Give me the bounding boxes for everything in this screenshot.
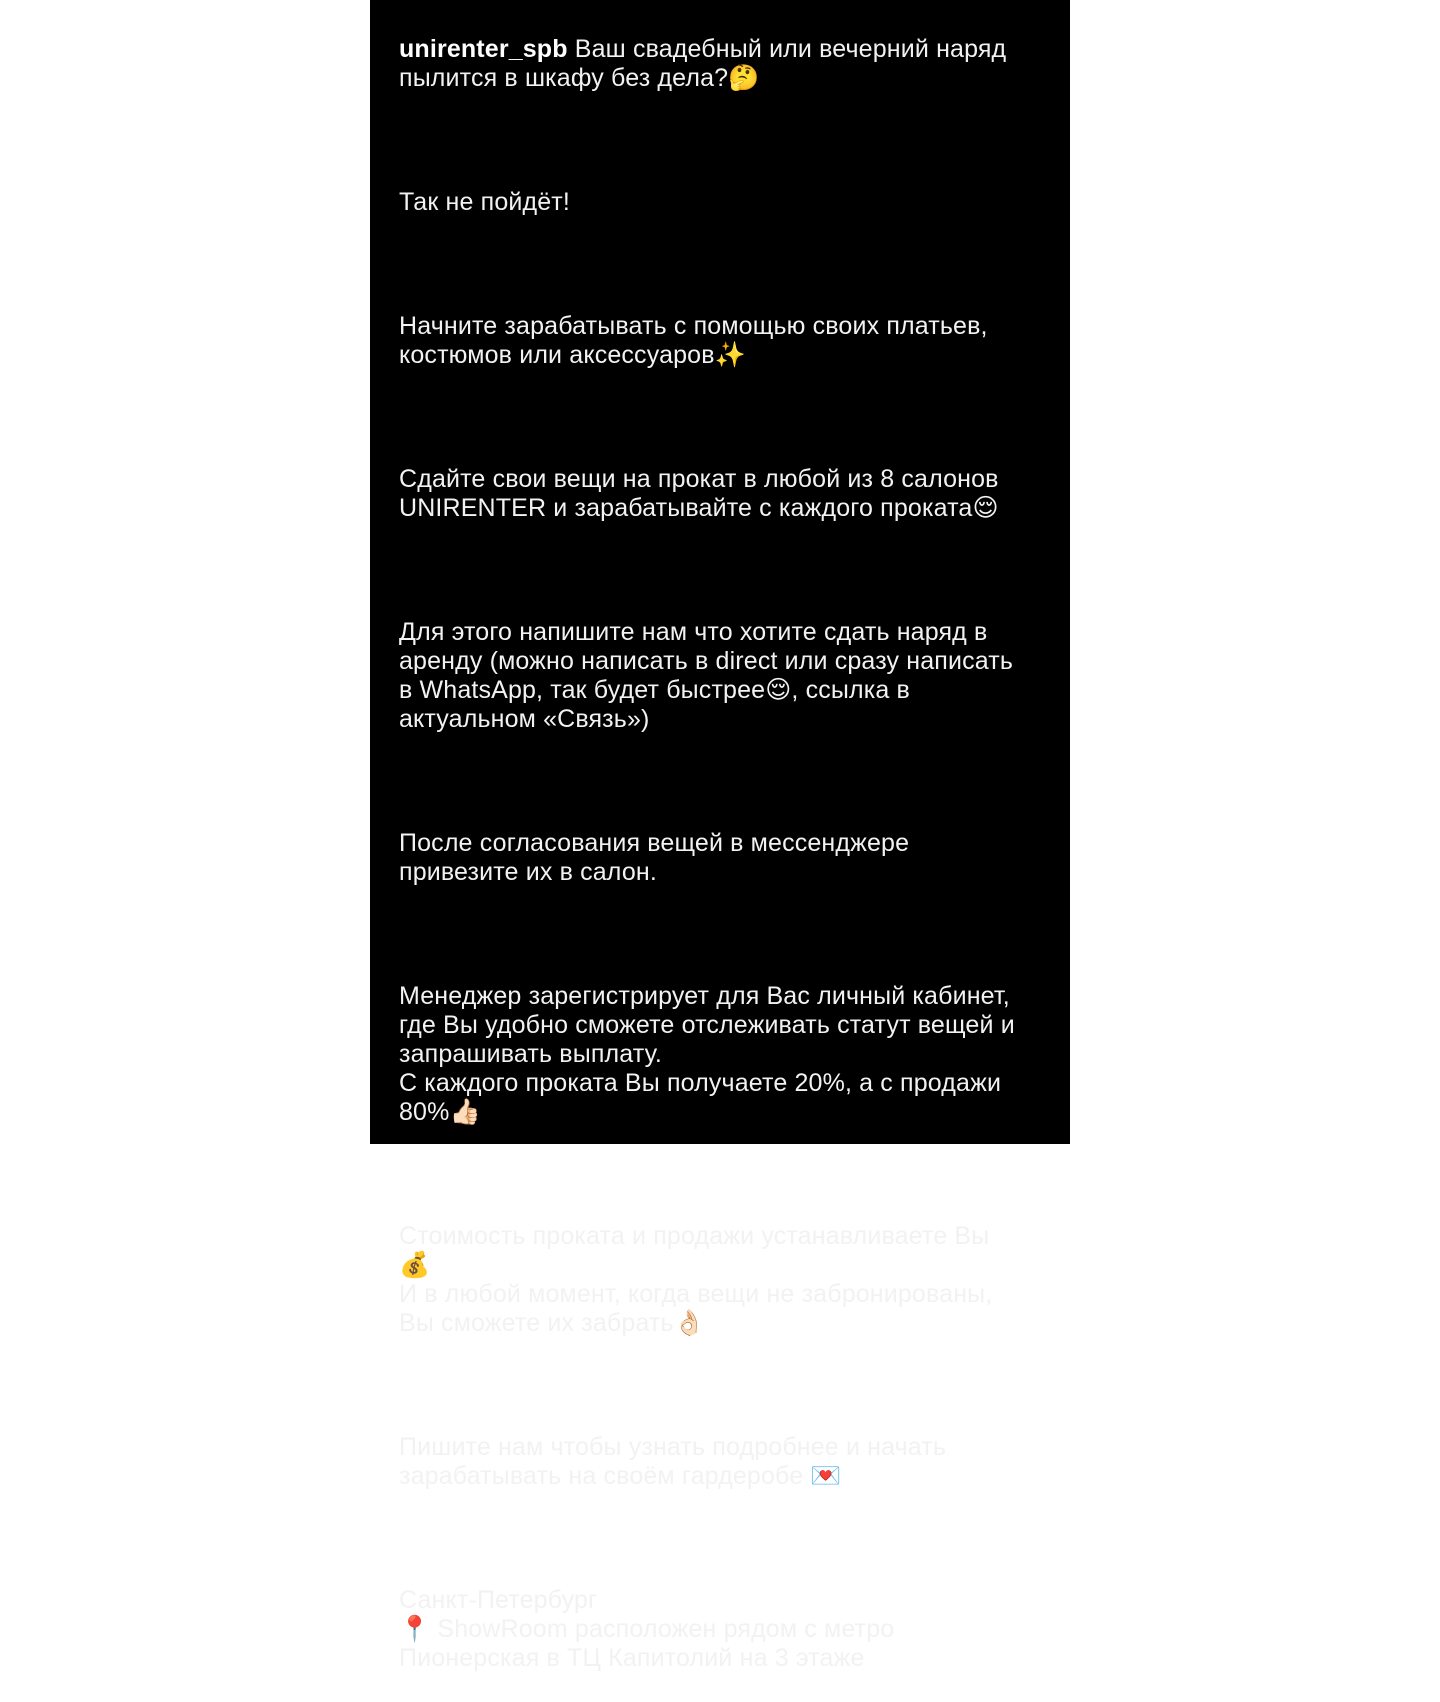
paragraph-gap bbox=[399, 1520, 1049, 1557]
paragraph-gap bbox=[399, 122, 1049, 159]
caption-paragraph-1 bbox=[399, 35, 1049, 93]
caption-paragraph-4: Сдайте свои вещи на прокат в любой из 8 салонов UNIRENTER и зарабатывайте с каждого проката😌 bbox=[399, 465, 999, 522]
caption-paragraph-9: Пишите нам чтобы узнать подробнее и начать зарабатывать на своём гардеробе 💌 bbox=[399, 1433, 947, 1490]
paragraph-gap bbox=[399, 763, 1049, 800]
caption-paragraph-8: Стоимость проката и продажи устанавливаете Вы 💰 И в любой момент, когда вещи не забронированы, Вы сможете их забрать👌🏻 bbox=[399, 1222, 993, 1337]
caption-paragraph-3: Начните зарабатывать с помощью своих платьев, костюмов или аксессуаров✨ bbox=[399, 312, 988, 369]
paragraph-gap bbox=[399, 916, 1049, 953]
caption-paragraph-6: После согласования вещей в мессенджере привезите их в салон. bbox=[399, 829, 910, 886]
post-caption-panel bbox=[370, 0, 1070, 1672]
caption-paragraph-5: Для этого напишите нам что хотите сдать наряд в аренду (можно написать в direct или сразу написать в WhatsApp, так будет быстрее😌, ссылка в актуальном «Связь») bbox=[399, 618, 1014, 733]
caption-paragraph-10: Санкт-Петербург 📍 ShowRoom расположен рядом с метро Пионерская в ТЦ Капитолий на 3 этаже bbox=[399, 1586, 895, 1672]
paragraph-gap bbox=[399, 1367, 1049, 1404]
caption-paragraph-2: Так не пойдёт! bbox=[399, 188, 570, 216]
paragraph-gap bbox=[399, 552, 1049, 589]
username-link[interactable]: unirenter_spb bbox=[399, 35, 568, 63]
caption-paragraph-7: Менеджер зарегистрирует для Вас личный кабинет, где Вы удобно сможете отслеживать статут вещей и запрашивать выплату. С каждого проката Вы получаете 20%, а с продажи 80%👍🏻 bbox=[399, 982, 1015, 1126]
post-caption bbox=[399, 6, 1049, 1702]
paragraph-gap bbox=[399, 246, 1049, 283]
paragraph-gap bbox=[399, 1156, 1049, 1193]
paragraph-gap bbox=[399, 399, 1049, 436]
caption-text-1: Ваш свадебный или вечерний наряд пылится в шкафу без дела?🤔 bbox=[399, 35, 1007, 92]
